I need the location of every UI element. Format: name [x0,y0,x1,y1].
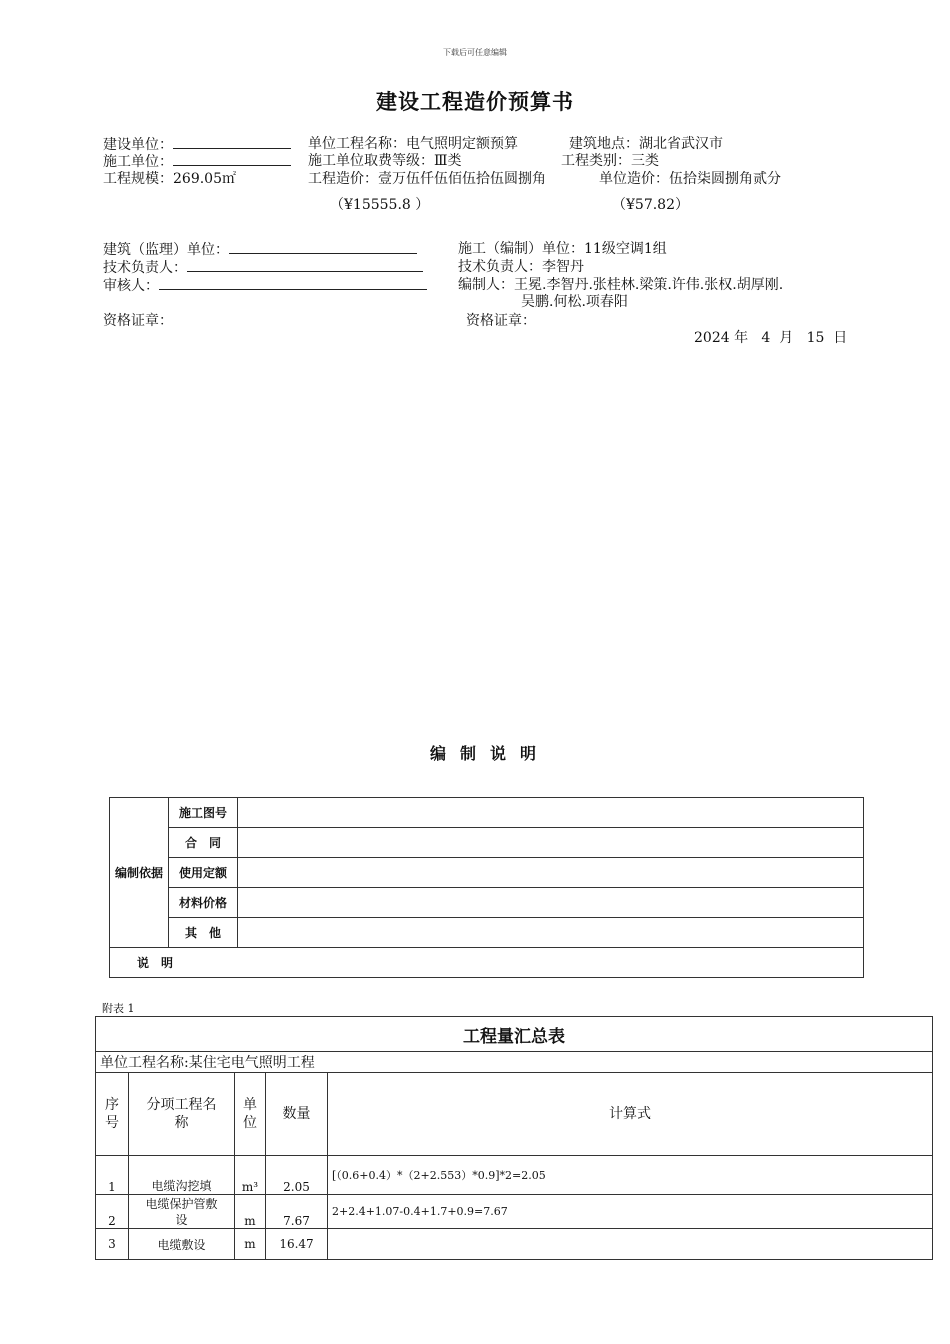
header-unit-b: 位 [243,1115,257,1131]
row-label-drawing: 施工图号 [169,798,238,828]
build-unit-field [103,136,291,154]
supervise-unit-field [103,241,417,259]
row-name-b: 设 [175,1213,188,1227]
header-seq-a: 序 [105,1097,119,1113]
tech-lead-left-label: 技术负责人： [103,260,187,276]
qualification-left: 资格证章： [103,313,173,329]
row-name: 电缆敷设 [129,1229,235,1260]
basis-label: 编制依据 [110,798,169,948]
row-qty: 16.47 [266,1229,328,1260]
build-unit-label: 建设单位： [103,137,173,153]
row-label-other: 其 他 [169,918,238,948]
explain-heading: 编制说明 [429,744,550,763]
unit-cost: 单位造价：伍拾柒圆捌角贰分 [599,171,781,187]
row-unit: m [235,1195,266,1229]
construct-unit-label: 施工单位： [103,154,173,170]
supervise-unit-blank [229,241,417,254]
header-formula: 计算式 [328,1073,933,1156]
header-seq-b: 号 [105,1115,119,1131]
project-cost: 工程造价：壹万伍仟伍佰伍拾伍圆捌角 [308,171,546,187]
header-seq [96,1073,129,1156]
header-item-a: 分项工程名 [146,1097,217,1113]
row-label-quota: 使用定额 [169,858,238,888]
fee-grade: 施工单位取费等级：Ⅲ类 [308,153,462,169]
appendix-label: 附表 1 [102,1002,135,1015]
header-item-b: 称 [174,1115,189,1131]
summary-project-name: 单位工程名称:某住宅电气照明工程 [96,1052,933,1073]
project-category: 工程类别：三类 [561,153,659,169]
value-drawing[interactable] [238,798,864,828]
project-scale: 工程规模：269.05㎡ [103,171,236,187]
row-formula [328,1229,933,1260]
header-item [129,1073,235,1156]
row-seq: 3 [96,1229,129,1260]
unit-cost-figure: （¥57.82） [612,197,689,213]
row-name [129,1195,235,1229]
header-unit-a: 单 [243,1097,257,1113]
row-name-a: 电缆保护管敷 [145,1197,218,1211]
value-contract[interactable] [238,828,864,858]
row-seq: 1 [96,1156,129,1195]
reviewer-blank [159,277,427,290]
reviewer-label: 审核人： [103,278,159,294]
row-seq: 2 [96,1195,129,1229]
compiler-line-1: 编制人：王冕.李智丹.张桂林.梁策.许伟.张权.胡厚刚. [458,277,784,293]
compiler-line-2: 吴鹏.何松.项春阳 [521,294,628,310]
document-date: 2024 年 4 月 15 日 [694,330,848,346]
build-location: 建筑地点：湖北省武汉市 [569,136,723,152]
value-quota[interactable] [238,858,864,888]
compile-unit: 施工（编制）单位：11级空调1组 [458,241,667,257]
row-label-material: 材料价格 [169,888,238,918]
tech-lead-left-field [103,259,423,277]
row-label-contract: 合 同 [169,828,238,858]
construct-unit-field [103,153,291,171]
build-unit-blank [173,136,291,149]
row-qty: 7.67 [266,1195,328,1229]
value-other[interactable] [238,918,864,948]
reviewer-field [103,277,427,295]
row-formula: [（0.6+0.4）*（2+2.553）*0.9]*2=2.05 [328,1156,933,1195]
note-label: 说 明 [110,948,864,978]
quantity-summary-table [95,1016,933,1260]
explain-table [109,797,864,978]
qualification-right: 资格证章： [466,313,536,329]
row-qty: 2.05 [266,1156,328,1195]
cost-figure: （¥15555.8 ） [330,197,430,213]
header-unit [235,1073,266,1156]
tech-lead-left-blank [187,259,423,272]
row-formula: 2+2.4+1.07-0.4+1.7+0.9=7.67 [328,1195,933,1229]
tech-lead-right: 技术负责人：李智丹 [458,259,584,275]
value-material[interactable] [238,888,864,918]
row-unit: m [235,1229,266,1260]
header-qty: 数量 [266,1073,328,1156]
table-row [96,1229,933,1260]
table-row [96,1156,933,1195]
row-name: 电缆沟挖填 [129,1156,235,1195]
row-unit: m³ [235,1156,266,1195]
summary-title: 工程量汇总表 [96,1017,933,1052]
unit-project-name: 单位工程名称：电气照明定额预算 [308,136,518,152]
top-note: 下载后可任意编辑 [443,48,507,57]
document-title: 建设工程造价预算书 [376,89,574,114]
table-row [96,1195,933,1229]
supervise-unit-label: 建筑（监理）单位： [103,242,229,258]
construct-unit-blank [173,153,291,166]
